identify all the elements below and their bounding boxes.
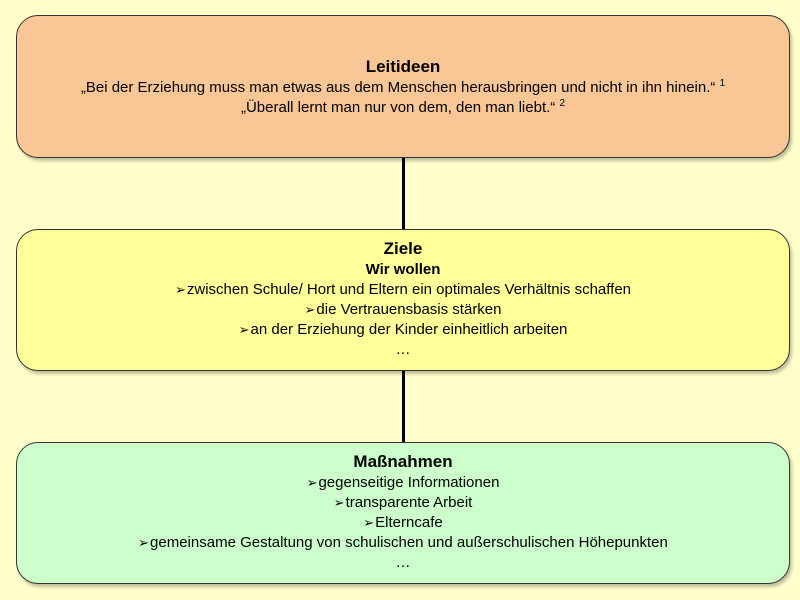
list-item xyxy=(17,320,789,340)
arrow-bullet-icon: ➢ xyxy=(304,302,316,317)
list-item xyxy=(17,280,789,300)
quote-text: „Überall lernt man nur von dem, den man liebt.“ xyxy=(240,99,556,116)
ziele-subtitle: Wir wollen xyxy=(365,261,441,278)
list-item-text: gegenseitige Informationen xyxy=(318,474,500,491)
ellipsis: … xyxy=(395,554,411,571)
massnahmen-title: Maßnahmen xyxy=(353,452,453,471)
footnote-marker: 1 xyxy=(719,78,726,89)
list-item xyxy=(17,493,789,513)
leitideen-box xyxy=(16,15,790,158)
list-item xyxy=(17,300,789,320)
list-item-text: gemeinsame Gestaltung von schulischen und außerschulischen Höhepunkten xyxy=(150,534,668,551)
arrow-bullet-icon: ➢ xyxy=(138,535,150,550)
list-item-text: transparente Arbeit xyxy=(345,494,473,511)
list-item xyxy=(17,533,789,553)
ziele-box xyxy=(16,229,790,371)
arrow-bullet-icon: ➢ xyxy=(238,322,250,337)
arrow-bullet-icon: ➢ xyxy=(174,282,186,297)
list-item-text: zwischen Schule/ Hort und Eltern ein optimales Verhältnis schaffen xyxy=(186,281,632,298)
ziele-title: Ziele xyxy=(383,239,423,258)
connector-leitideen-ziele xyxy=(402,157,405,230)
list-item-text: an der Erziehung der Kinder einheitlich arbeiten xyxy=(250,321,568,338)
arrow-bullet-icon: ➢ xyxy=(306,475,318,490)
connector-ziele-massnahmen xyxy=(402,370,405,443)
ellipsis: … xyxy=(395,341,411,358)
list-item-text: die Vertrauensbasis stärken xyxy=(316,301,502,318)
leitideen-quote xyxy=(17,98,789,118)
arrow-bullet-icon: ➢ xyxy=(333,495,345,510)
leitideen-title: Leitideen xyxy=(365,57,441,76)
leitideen-quote xyxy=(17,78,789,98)
list-item-text: Elterncafe xyxy=(375,514,443,531)
list-item xyxy=(17,473,789,493)
list-item xyxy=(17,513,789,533)
massnahmen-box xyxy=(16,442,790,584)
arrow-bullet-icon: ➢ xyxy=(363,515,375,530)
footnote-marker: 2 xyxy=(559,98,566,109)
quote-text: „Bei der Erziehung muss man etwas aus dem Menschen herausbringen und nicht in ihn hinein.“ xyxy=(80,79,716,96)
